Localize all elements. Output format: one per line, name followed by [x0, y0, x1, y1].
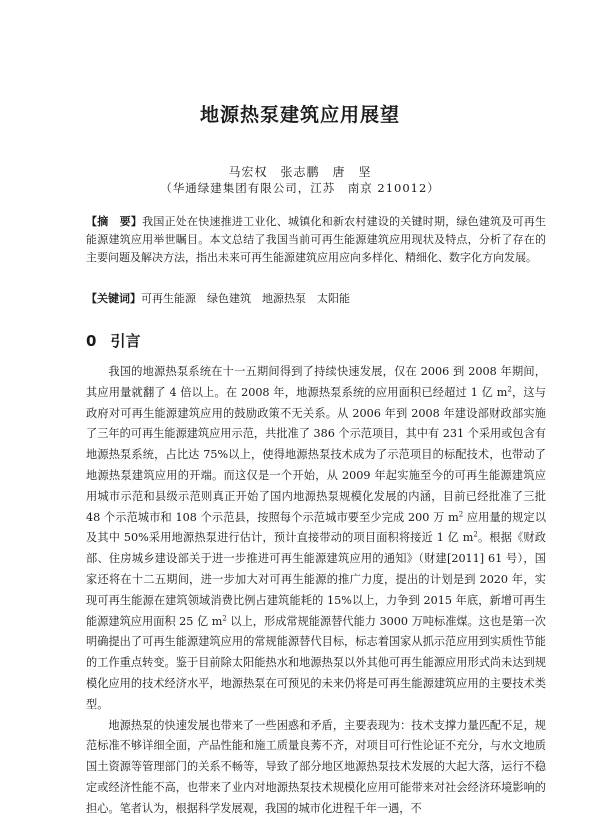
paragraph-text: 以上，形成常规能源替代能力 3000 万吨标准煤。这也是第一次明确提出了可再生能源建筑应用的常规能源替代目标，标志着国家从抓示范应用到实质性节能的工作重点转变。鉴于目前除太阳能热水和地源热泵以外其他可再生能源应用形式尚未达到规模化应用的技术经济水平，地源热泵在可预见的未来仍将是可再生能源建筑应用的主要技术类型。	[86, 614, 546, 711]
author-list: 马宏权 张志鹏 唐 坚	[228, 165, 372, 179]
keywords-label: 【关键词】	[86, 292, 141, 305]
paragraph-text: 。根据《财政部、住房城乡建设部关于进一步推进可再生能源建筑应用的通知》（财建[2011] 61 号），国家还将在十二五期间，进一步加大对可再生能源的推广力度，提出的计划是到 2020 年，实现可再生能源在建筑领域消费比例占建筑能耗的 15%以上，力争到 2015 年底，新增可再生能源建筑应用面积 25 亿 m	[86, 531, 546, 628]
superscript: 2	[473, 530, 478, 539]
paragraph	[86, 362, 546, 716]
paragraph-text: 地源热泵的快速发展也带来了一些困惑和矛盾，主要表现为：技术支撑力量匹配不足，规范标准不够详细全面，产品性能和施工质量良莠不齐，对项目可行性论证不充分，与水文地质国土资源等管理部门的关系不畅等，导致了部分地区地源热泵技术发展的大起大落，运行不稳定或经济性能不高，也带来了业内对地源热泵技术规模化应用可能带来对社会经济环境影响的担心。笔者认为，根据科学发展观，我国的城市化进程千年一遇，不	[86, 718, 546, 815]
superscript: 2	[458, 509, 464, 518]
paragraph-text: 应用量的规定以及其中 50%采用地源热泵进行估计，预计直接带动的项目面积将接近 1 亿 m	[86, 510, 547, 545]
abstract	[86, 213, 546, 267]
body-text	[86, 362, 546, 820]
superscript: 2	[507, 385, 512, 394]
keywords	[86, 290, 546, 308]
paragraph-text: 我国的地源热泵系统在十一五期间得到了持续快速发展，仅在 2006 到 2008 年期间，其应用量就翻了 4 倍以上。在 2008 年，地源热泵系统的应用面积已经超过 1 亿 m	[86, 365, 546, 399]
superscript: 2	[222, 613, 227, 622]
paragraph	[86, 716, 546, 820]
abstract-label: 【摘 要】	[86, 215, 143, 228]
section-number: 0	[86, 332, 97, 350]
author-affiliation: （华通绿建集团有限公司，江苏 南京 210012）	[160, 181, 440, 195]
paragraph-text: ，这与政府对可再生能源建筑应用的鼓励政策不无关系。从 2006 年到 2008 年建设部财政部实施了三年的可再生能源建筑应用示范，共批准了 386 个示范项目，其中有 231 个采用或包含有地源热泵系统，占比达 75%以上，使得地源热泵技术成为了示范项目的标配技术，也带动了地源热泵建筑应用的开端。而这仅是一个开始，从 2009 年起实施至今的可再生能源建筑应用城市示范和县级示范则真正开始了国内地源热泵规模化发展的内涵，目前已经批准了三批 48 个示范城市和 108 个示范县，按照每个示范城市要至少完成 200 万 m	[86, 385, 546, 524]
abstract-text: 我国正处在快速推进工业化、城镇化和新农村建设的关键时期，绿色建筑及可再生能源建筑应用举世瞩目。本文总结了我国当前可再生能源建筑应用现状及特点，分析了存在的主要问题及解决方法，指出未来可再生能源建筑应用应向多样化、精细化、数字化方向发展。	[86, 215, 546, 264]
keywords-text: 可再生能源 绿色建筑 地源热泵 太阳能	[141, 292, 350, 305]
section-heading	[86, 330, 140, 351]
section-title: 引言	[110, 332, 141, 350]
paper-title: 地源热泵建筑应用展望	[199, 104, 400, 126]
